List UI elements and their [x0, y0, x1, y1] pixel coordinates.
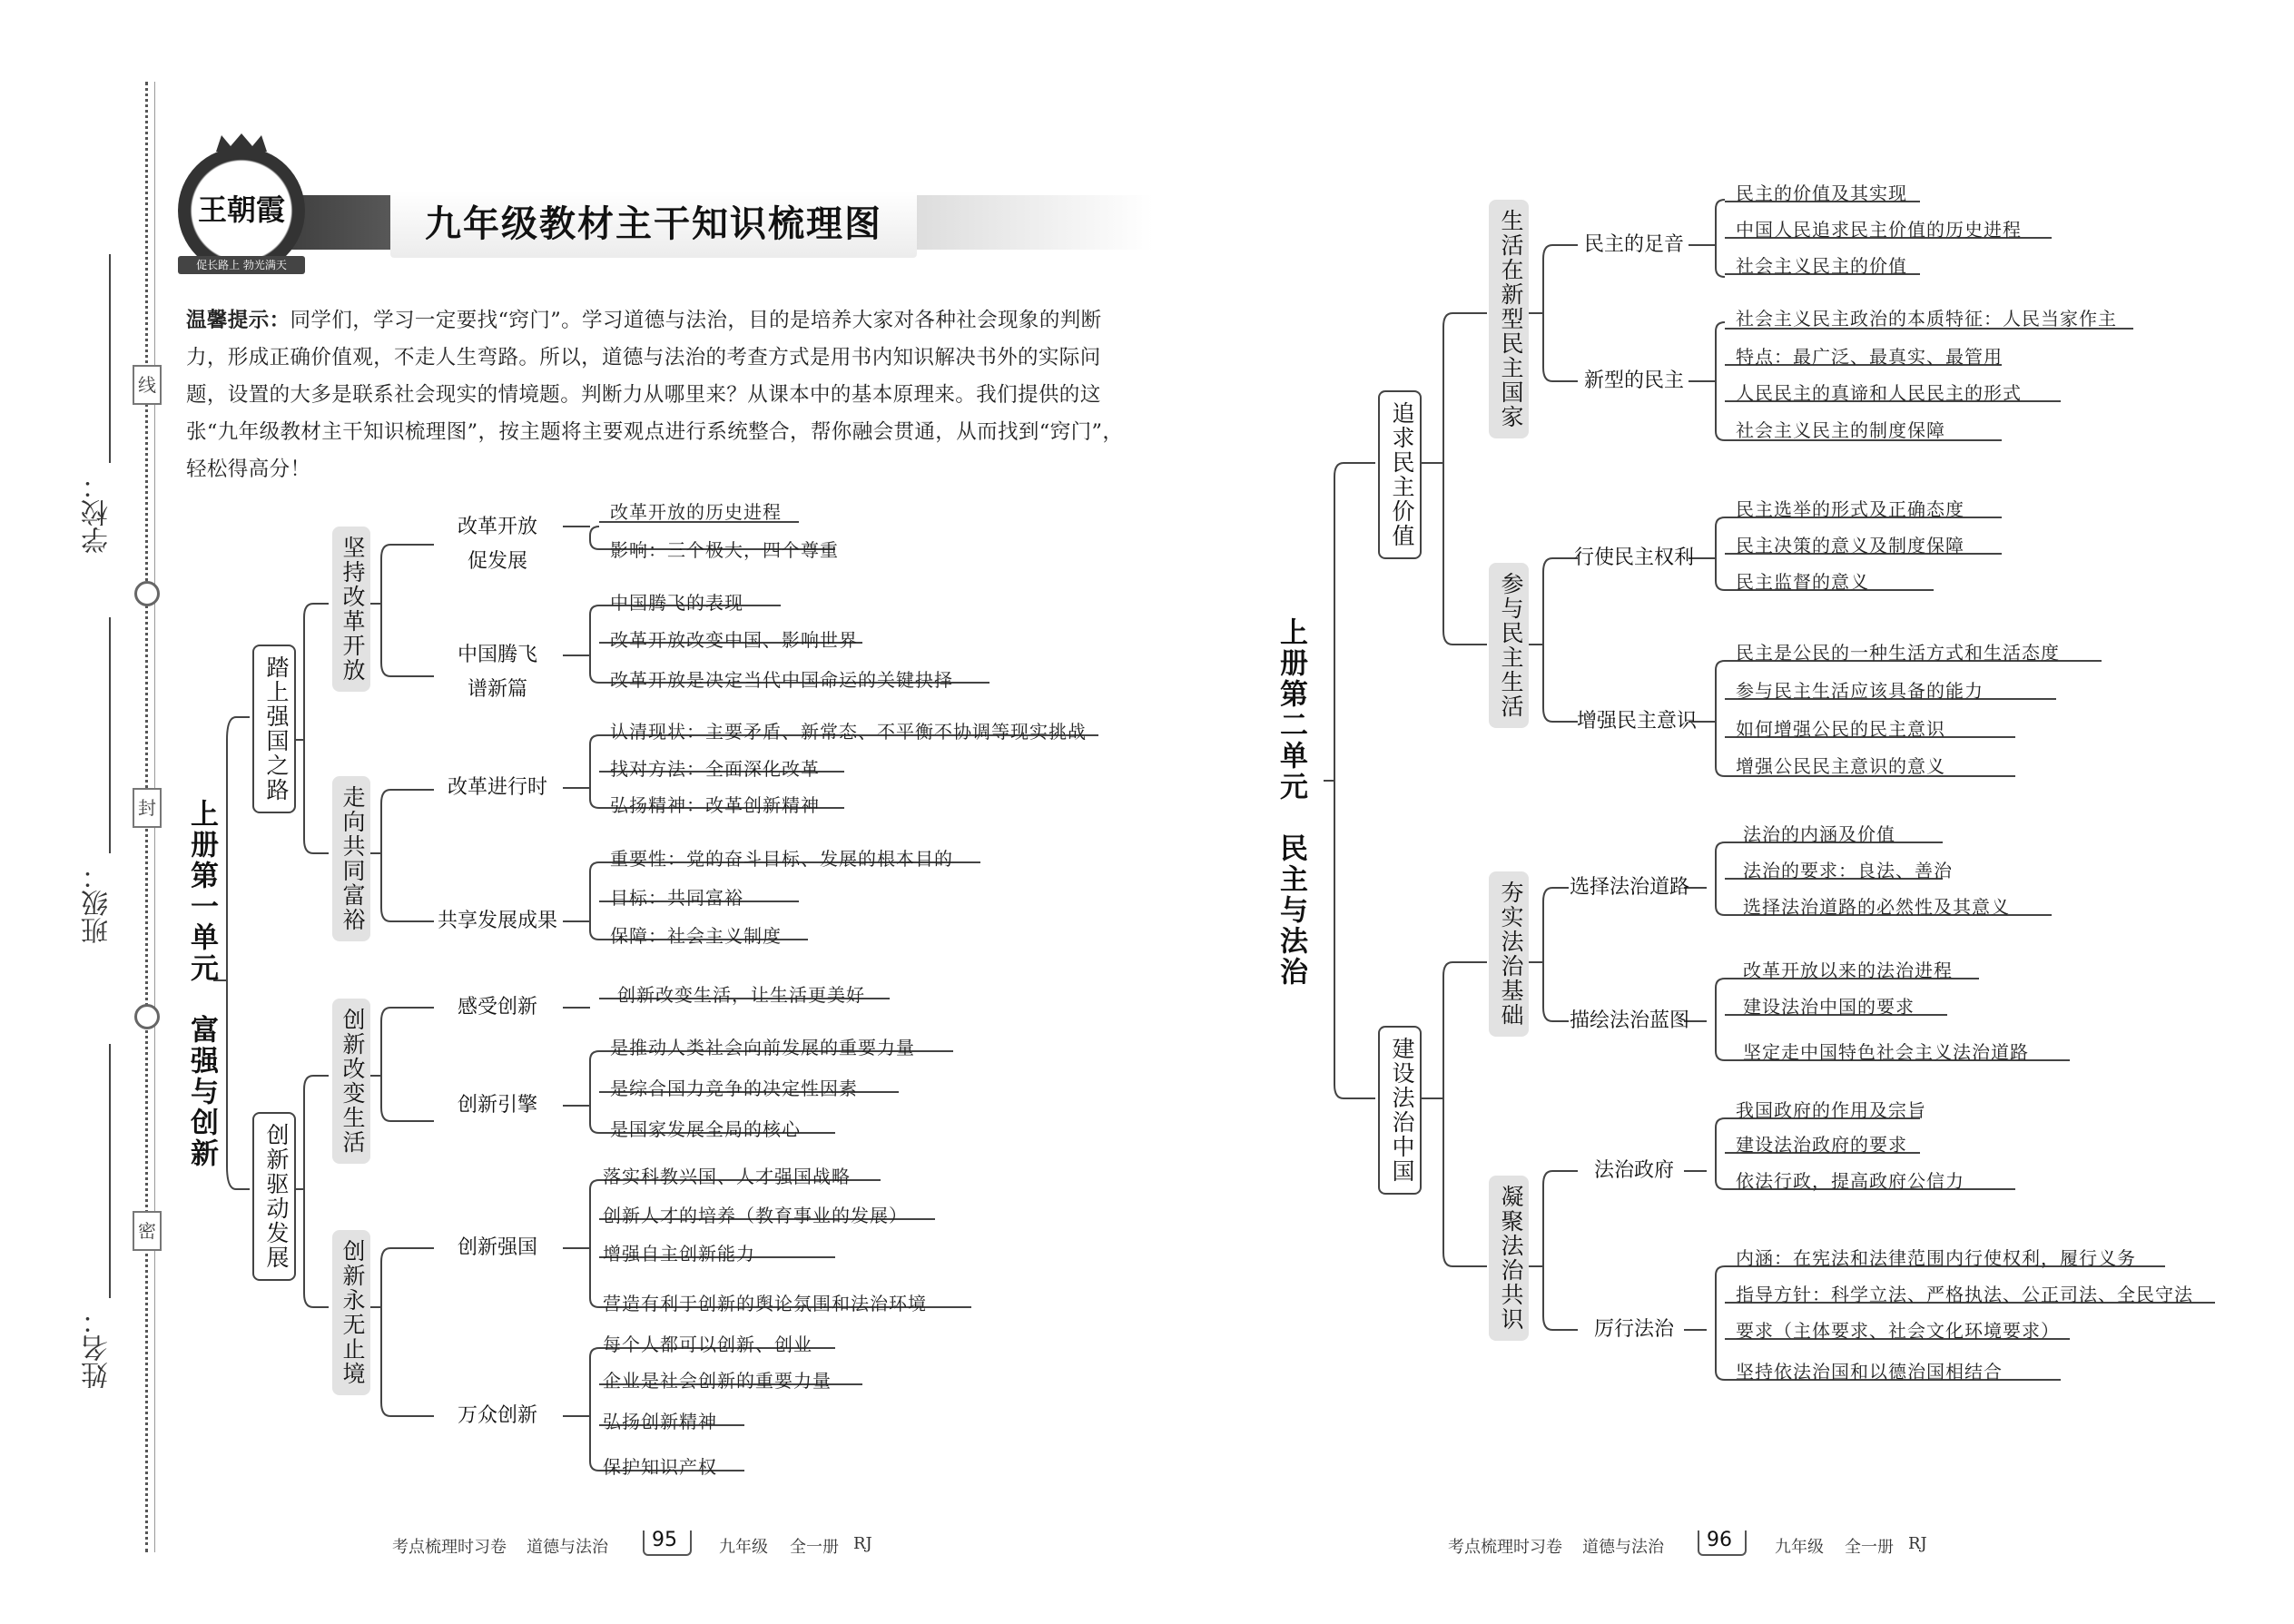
school-label: 学校：	[82, 472, 113, 554]
page-title: 九年级教材主干知识梳理图	[425, 203, 882, 245]
point: 改革开放以来的法治进程	[1743, 960, 1953, 981]
point: 目标：共同富裕	[610, 887, 743, 909]
section-law-foundation-title: 夯实法治基础	[1489, 871, 1529, 1037]
topic-china-rise: 中国腾飞 谱新篇	[457, 644, 537, 701]
point: 保障：社会主义制度	[610, 925, 782, 947]
lesson-1-1-title: 踏上强国之路	[252, 645, 296, 813]
point: 找对方法：全面深化改革	[610, 758, 820, 780]
topic-practice-law: 厉行法治	[1593, 1318, 1674, 1341]
point: 企业是社会创新的重要力量	[603, 1370, 832, 1392]
footer-left-page-number: 95	[652, 1529, 677, 1551]
point: 法治的内涵及价值	[1743, 823, 1895, 845]
class-label: 班级：	[82, 862, 113, 944]
point: 人民民主的真谛和人民民主的形式	[1736, 382, 2022, 404]
section-law-consensus-title: 凝聚法治共识	[1489, 1176, 1529, 1341]
point: 如何增强公民的民主意识	[1736, 718, 1945, 740]
point: 参与民主生活应该具备的能力	[1736, 680, 1984, 702]
point: 落实科教兴国、人才强国战略	[603, 1166, 851, 1187]
footer-left-subject: 道德与法治	[527, 1538, 608, 1557]
point: 民主监督的意义	[1736, 571, 1869, 593]
topic-new-democracy: 新型的民主	[1583, 369, 1684, 392]
footer-right-volume: 全一册	[1845, 1538, 1894, 1557]
point: 改革开放是决定当代中国命运的关键抉择	[610, 669, 953, 691]
topic-share-results: 共享发展成果	[437, 910, 557, 932]
topic-draw-blueprint: 描绘法治蓝图	[1569, 1009, 1689, 1032]
point: 要求（主体要求、社会文化环境要求）	[1736, 1320, 2060, 1342]
point: 影响：三个极大，四个尊重	[610, 539, 839, 561]
topic-reform-now: 改革进行时	[447, 776, 547, 799]
footer-right-book: 考点梳理时习卷	[1448, 1538, 1562, 1557]
intro-label: 温馨提示：	[186, 309, 290, 332]
footer-right-edition: RJ	[1908, 1534, 1927, 1553]
point: 认清现状：主要矛盾、新常态、不平衡不协调等现实挑战	[610, 721, 1087, 743]
point: 民主是公民的一种生活方式和生活态度	[1736, 642, 2060, 664]
cut-mark-seal: 封	[133, 788, 162, 828]
logo-slogan: 促长路上 勃光满天	[178, 256, 305, 274]
intro-text: 同学们，学习一定要找“窍门”。学习道德与法治，目的是培养大家对各种社会现象的判断力，形成正确价值观，不走人生弯路。所以，道德与法治的考查方式是用书内知识解决书外的实际问题，设置的大多是联系社会现实的情境题。判断力从哪里来？从课本中的基本原理来。我们提供的这张“九年级教材主干知识梳理图”，按主题将主要观点进行系统整合，帮你融会贯通，从而找到“窍门”，轻松得高分！	[186, 309, 1124, 481]
footer-left-page-bracket	[643, 1530, 692, 1556]
point: 我国政府的作用及宗旨	[1736, 1099, 1926, 1121]
point: 社会主义民主的价值	[1736, 255, 1907, 277]
unit-2-title: 上册第二单元 民主与法治	[1275, 617, 1307, 988]
point: 增强公民民主意识的意义	[1736, 755, 1945, 777]
point: 民主的价值及其实现	[1736, 182, 1907, 204]
topic-democracy-footsteps: 民主的足音	[1583, 233, 1684, 256]
point: 特点：最广泛、最真实、最管用	[1736, 346, 2003, 368]
point: 建设法治中国的要求	[1743, 996, 1915, 1018]
section-innovation-life-title: 创新改变生活	[332, 999, 370, 1164]
point: 坚定走中国特色社会主义法治道路	[1743, 1041, 2029, 1063]
point: 改革开放的历史进程	[610, 501, 782, 523]
point: 社会主义民主政治的本质特征：人民当家作主	[1736, 308, 2117, 330]
point: 创新人才的培养（教育事业的发展）	[603, 1205, 908, 1226]
topic-democratic-awareness: 增强民主意识	[1576, 710, 1697, 733]
point: 是综合国力竞争的决定性因素	[610, 1078, 858, 1099]
footer-left-grade: 九年级	[719, 1538, 768, 1557]
section-participate-title: 参与民主生活	[1489, 563, 1529, 728]
point: 内涵：在宪法和法律范围内行使权利，履行义务	[1736, 1247, 2136, 1269]
point: 改革开放改变中国、影响世界	[610, 629, 858, 651]
section-reform-title: 坚持改革开放	[332, 527, 370, 692]
footer-right-page-number: 96	[1707, 1529, 1732, 1551]
cut-mark-line: 线	[133, 365, 162, 405]
logo-name: 王朝霞	[197, 192, 285, 227]
footer-left-book: 考点梳理时习卷	[392, 1538, 507, 1557]
point: 每个人都可以创新、创业	[603, 1334, 812, 1355]
cut-mark-secret: 密	[133, 1211, 162, 1251]
topic-reform-develop: 改革开放 促发展	[457, 516, 537, 573]
lesson-2-1-title: 追求民主价值	[1378, 390, 1422, 559]
topic-mass-innovation: 万众创新	[457, 1404, 537, 1427]
footer-left-edition: RJ	[853, 1534, 872, 1553]
topic-feel-innovation: 感受创新	[457, 996, 537, 1019]
point: 法治的要求：良法、善治	[1743, 860, 1953, 881]
point: 是国家发展全局的核心	[610, 1118, 801, 1140]
topic-choose-rule-of-law: 选择法治道路	[1569, 876, 1689, 899]
point: 建设法治政府的要求	[1736, 1134, 1907, 1156]
footer-right-page-bracket	[1698, 1530, 1747, 1556]
point: 社会主义民主的制度保障	[1736, 419, 1945, 441]
point: 创新改变生活，让生活更美好	[617, 984, 865, 1006]
topic-innovation-nation: 创新强国	[457, 1236, 537, 1259]
point: 重要性：党的奋斗目标、发展的根本目的	[610, 848, 953, 870]
point: 依法行政，提高政府公信力	[1736, 1170, 1964, 1192]
section-new-democracy-title: 生活在新型民主国家	[1489, 200, 1529, 438]
topic-law-government: 法治政府	[1593, 1159, 1674, 1182]
point: 民主选举的形式及正确态度	[1736, 498, 1964, 520]
point: 坚持依法治国和以德治国相结合	[1736, 1361, 2003, 1383]
unit-1-title: 上册第一单元 富强与创新	[185, 799, 218, 1169]
point: 弘扬精神：改革创新精神	[610, 794, 820, 816]
topic-exercise-rights: 行使民主权利	[1573, 546, 1694, 569]
point: 民主决策的意义及制度保障	[1736, 535, 1964, 556]
section-innovation-endless-title: 创新永无止境	[332, 1230, 370, 1395]
point: 指导方针：科学立法、严格执法、公正司法、全民守法	[1736, 1284, 2193, 1305]
point: 弘扬创新精神	[603, 1411, 717, 1432]
point: 保护知识产权	[603, 1456, 717, 1478]
footer-left-volume: 全一册	[790, 1538, 839, 1557]
point: 营造有利于创新的舆论氛围和法治环境	[603, 1293, 927, 1314]
footer-right-subject: 道德与法治	[1582, 1538, 1664, 1557]
footer-right-grade: 九年级	[1775, 1538, 1824, 1557]
point: 增强自主创新能力	[603, 1243, 755, 1265]
section-prosperity-title: 走向共同富裕	[332, 776, 370, 941]
lesson-1-2-title: 创新驱动发展	[252, 1112, 296, 1281]
point: 是推动人类社会向前发展的重要力量	[610, 1037, 915, 1058]
name-label: 姓名：	[82, 1307, 113, 1389]
topic-innovation-engine: 创新引擎	[457, 1094, 537, 1117]
point: 选择法治道路的必然性及其意义	[1743, 896, 2010, 918]
point: 中国人民追求民主价值的历史进程	[1736, 219, 2022, 241]
lesson-2-2-title: 建设法治中国	[1378, 1026, 1422, 1195]
point: 中国腾飞的表现	[610, 592, 743, 614]
